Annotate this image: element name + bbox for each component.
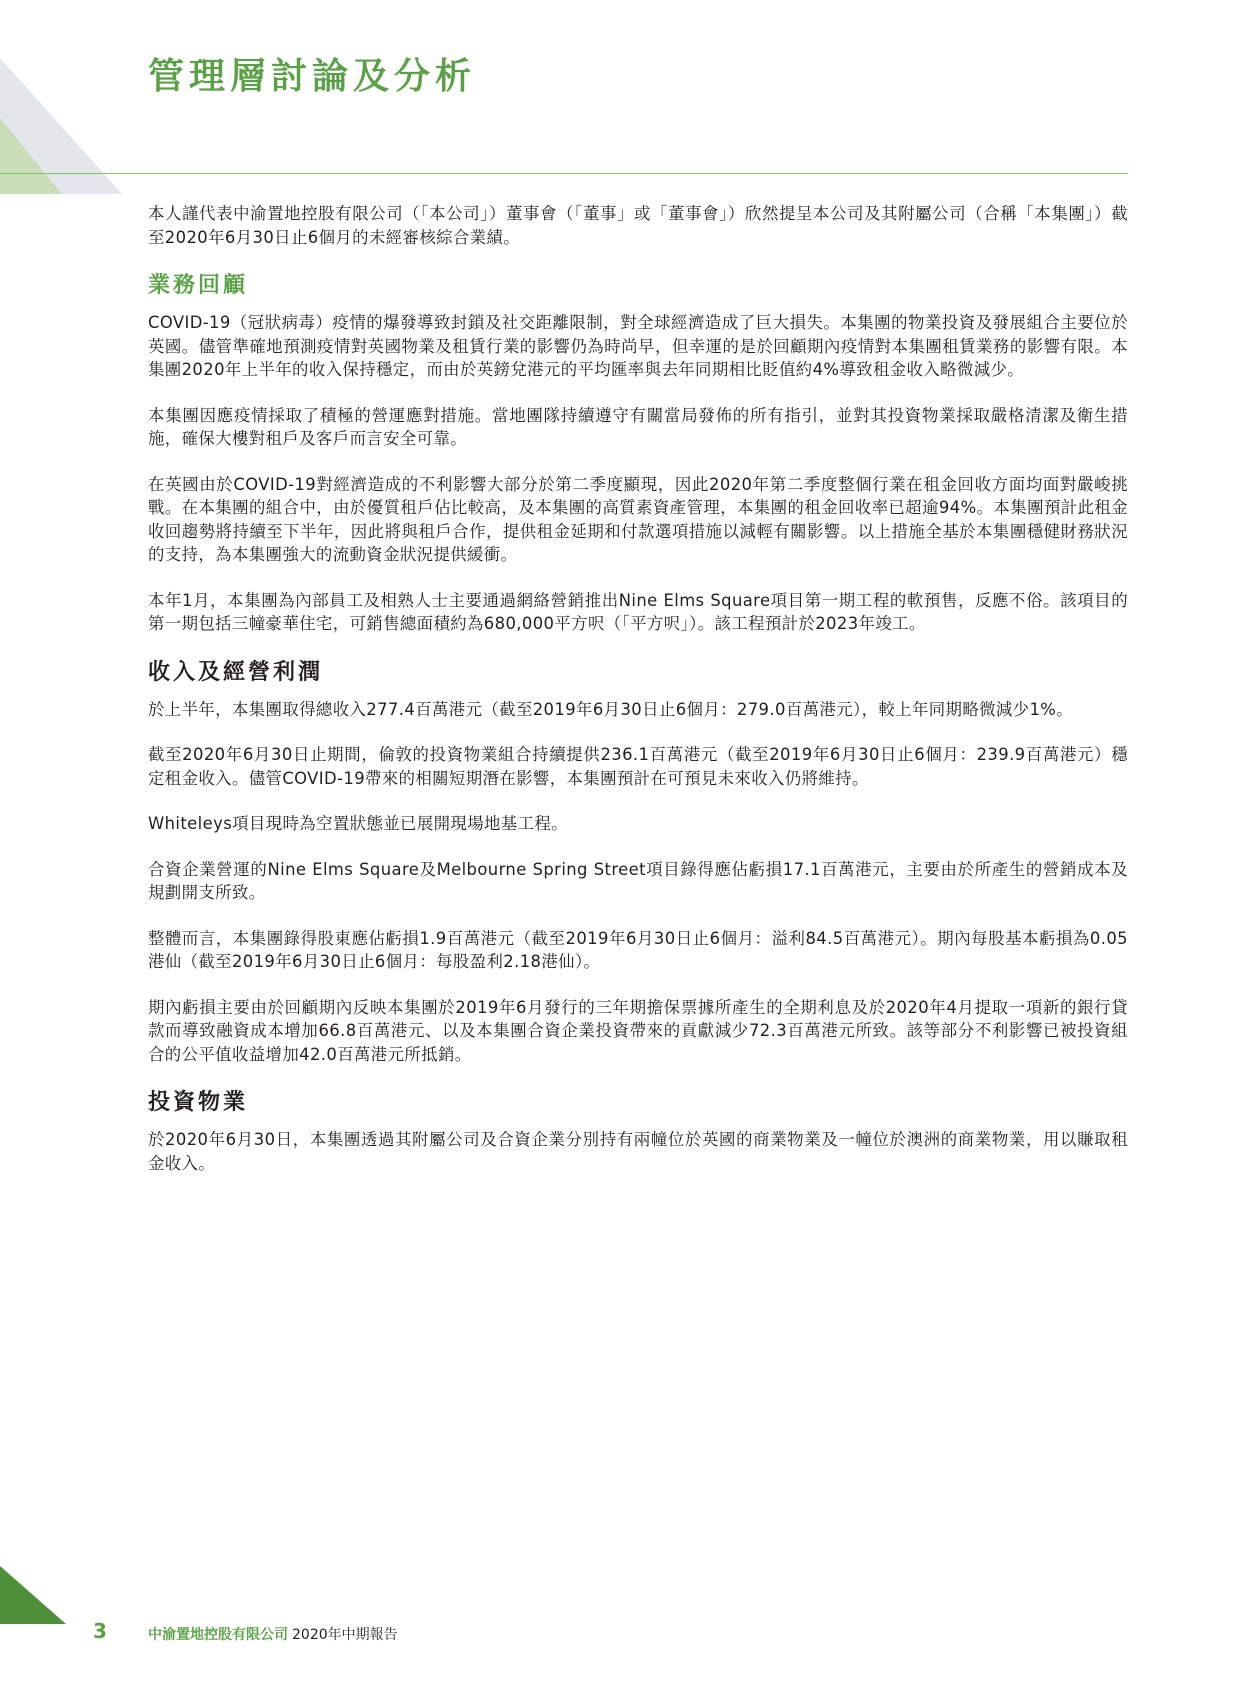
revenue-paragraph: 截至2020年6月30日止期間，倫敦的投資物業組合持續提供236.1百萬港元（截至2019年6月30日止6個月：239.9百萬港元）穩定租金收入。儘管COVID-19帶來的相關短期潛在影響，本集團預計在可預見未來收入仍將維持。 [148,745,1128,788]
revenue-paragraph: 合資企業營運的Nine Elms Square及Melbourne Spring Street項目錄得應佔虧損17.1百萬港元，主要由於所產生的營銷成本及規劃開支所致。 [148,859,1128,902]
page-title: 管理層討論及分析 [148,56,477,97]
header-divider [0,173,1128,174]
corner-decoration [0,0,160,200]
revenue-heading: 收入及經營利潤 [148,659,324,685]
business-review-heading: 業務回顧 [148,273,249,298]
footer-decoration [0,1560,1241,1684]
revenue-paragraph: 期內虧損主要由於回顧期內反映本集團於2019年6月發行的三年期擔保票據所產生的全期利息及於2020年4月提取一項新的銀行貸款而導致融資成本增加66.8百萬港元、以及本集團合資企業投資帶來的貢獻減少72.3百萬港元所致。該等部分不利影響已被投資組合的公平值收益增加42.0百萬港元所抵銷。 [148,997,1128,1064]
intro-paragraph: 本人謹代表中渝置地控股有限公司（「本公司」）董事會（「董事」或「董事會」）欣然提呈本公司及其附屬公司（合稱「本集團」）截至2020年6月30日止6個月的未經審核綜合業績。 [148,204,1128,247]
footer-company: 中渝置地控股有限公司 [148,1627,288,1643]
page-number: 3 [93,1619,107,1643]
business-review-paragraph: 在英國由於COVID-19對經濟造成的不利影響大部分於第二季度顯現，因此2020年第二季度整個行業在租金回收方面均面對嚴峻挑戰。在本集團的組合中，由於優質租戶佔比較高，及本集團的高質素資產管理，本集團的租金回收率已超逾94%。本集團預計此租金收回趨勢將持續至下半年，因此將與租戶合作，提供租金延期和付款選項措施以減輕有關影響。以上措施全基於本集團穩健財務狀況的支持，為本集團強大的流動資金狀況提供緩衝。 [148,474,1128,564]
revenue-paragraph: Whiteleys項目現時為空置狀態並已展開現場地基工程。 [148,814,568,833]
investment-heading: 投資物業 [148,1090,249,1115]
business-review-paragraph: 本年1月，本集團為內部員工及相熟人士主要通過網絡營銷推出Nine Elms Square項目第一期工程的軟預售，反應不俗。該項目的第一期包括三幢豪華住宅，可銷售總面積約為680,000平方呎（「平方呎」）。該工程預計於2023年竣工。 [148,590,1128,633]
business-review-paragraph: 本集團因應疫情採取了積極的營運應對措施。當地團隊持續遵守有關當局發佈的所有指引，並對其投資物業採取嚴格清潔及衛生措施，確保大樓對租戶及客戶而言安全可靠。 [148,405,1128,448]
main-content [148,202,1128,1197]
footer-report: 2020年中期報告 [292,1627,398,1643]
investment-paragraph: 於2020年6月30日，本集團透過其附屬公司及合資企業分別持有兩幢位於英國的商業物業及一幢位於澳洲的商業物業，用以賺取租金收入。 [148,1130,1128,1173]
business-review-paragraph: COVID-19（冠狀病毒）疫情的爆發導致封鎖及社交距離限制，對全球經濟造成了巨大損失。本集團的物業投資及發展組合主要位於英國。儘管準確地預測疫情對英國物業及租賃行業的影響仍為時尚早，但幸運的是於回顧期內疫情對本集團租賃業務的影響有限。本集團2020年上半年的收入保持穩定，而由於英鎊兌港元的平均匯率與去年同期相比貶值約4%導致租金收入略微減少。 [148,313,1128,379]
revenue-paragraph: 於上半年，本集團取得總收入277.4百萬港元（截至2019年6月30日止6個月：279.0百萬港元），較上年同期略微減少1%。 [148,699,1074,719]
footer-caption [148,1624,398,1644]
revenue-paragraph: 整體而言，本集團錄得股東應佔虧損1.9百萬港元（截至2019年6月30日止6個月：溢利84.5百萬港元）。期內每股基本虧損為0.05港仙（截至2019年6月30日止6個月：每股盈利2.18港仙）。 [148,928,1128,971]
